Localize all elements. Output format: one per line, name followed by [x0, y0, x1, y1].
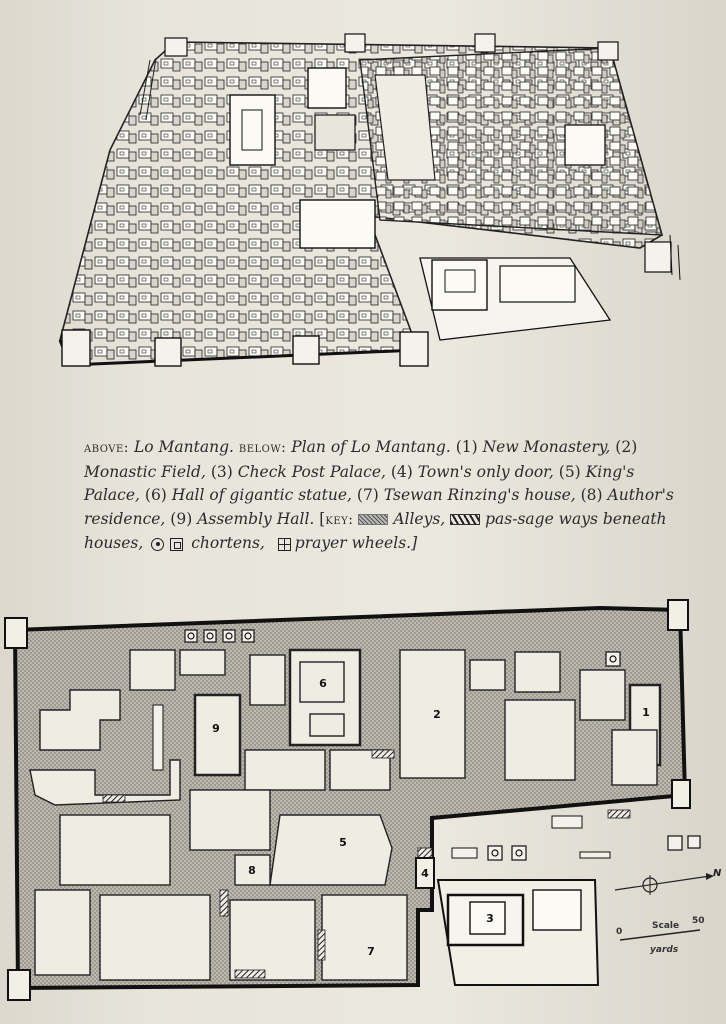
scale-label: Scale: [652, 921, 680, 931]
key-open-bracket: [: [319, 509, 326, 528]
scale-end: 50: [692, 916, 705, 926]
key-alleys: Alleys,: [393, 509, 446, 528]
caption-item-num: (4): [390, 462, 413, 481]
caption-item-name: New Monastery,: [482, 438, 611, 456]
scale-bar: [620, 930, 700, 940]
caption-below-title: Plan of Lo Mantang.: [291, 438, 451, 456]
caption-item-name: Town's only door,: [417, 462, 554, 481]
caption-item-num: (6): [144, 486, 167, 504]
plan-label-7: 7: [367, 945, 375, 958]
lo-mantang-sketch: [50, 20, 690, 390]
caption-item-name: Check Post Palace,: [237, 462, 386, 481]
plan-label-5: 5: [339, 836, 347, 849]
scale-start: 0: [616, 927, 623, 937]
prayer-wheel-icon: [278, 538, 291, 551]
plan-label-4: 4: [421, 867, 429, 880]
caption-item-name: Author's residence,: [84, 486, 674, 528]
plan-label-3: 3: [486, 912, 494, 925]
key-passage: pas-sage ways beneath houses,: [84, 509, 667, 552]
key-label: key:: [325, 511, 354, 528]
caption-item-num: (7): [356, 486, 379, 504]
north-label: N: [713, 868, 722, 879]
plan-label-8: 8: [248, 864, 256, 877]
caption-item-name: King's Palace,: [84, 462, 635, 504]
north-arrow-icon: [615, 873, 714, 895]
caption-item-name: Assembly Hall.: [197, 509, 315, 528]
caption-item-num: (8): [580, 486, 603, 504]
key-prayer-wheels: prayer wheels.]: [294, 534, 418, 552]
caption-item-name: Tsewan Rinzing's house,: [383, 486, 576, 504]
plan-label-1: 1: [642, 706, 650, 719]
caption-below-label: below:: [238, 440, 287, 456]
caption-item-num: (9): [170, 509, 193, 528]
chorten-square-icon: [170, 538, 183, 551]
passage-swatch-icon: [450, 514, 480, 525]
plan-label-2: 2: [433, 708, 441, 721]
caption-item-name: Hall of gigantic statue,: [171, 486, 352, 504]
scale-unit: yards: [650, 945, 679, 955]
caption-above-label: above:: [84, 440, 130, 456]
plan-label-6: 6: [319, 677, 327, 690]
caption-item-name: Monastic Field,: [84, 462, 206, 481]
caption-item-num: (1): [455, 438, 478, 456]
figure-caption: [84, 436, 684, 556]
caption-item-num: (2): [615, 438, 638, 456]
lo-mantang-plan: [0, 590, 726, 1024]
alley-swatch-icon: [358, 514, 388, 525]
caption-item-num: (5): [558, 462, 581, 481]
key-chortens: chortens,: [191, 534, 265, 552]
caption-item-num: (3): [210, 462, 233, 481]
chorten-round-icon: [151, 538, 164, 551]
plan-label-9: 9: [212, 722, 220, 735]
caption-above-title: Lo Mantang.: [133, 438, 234, 456]
